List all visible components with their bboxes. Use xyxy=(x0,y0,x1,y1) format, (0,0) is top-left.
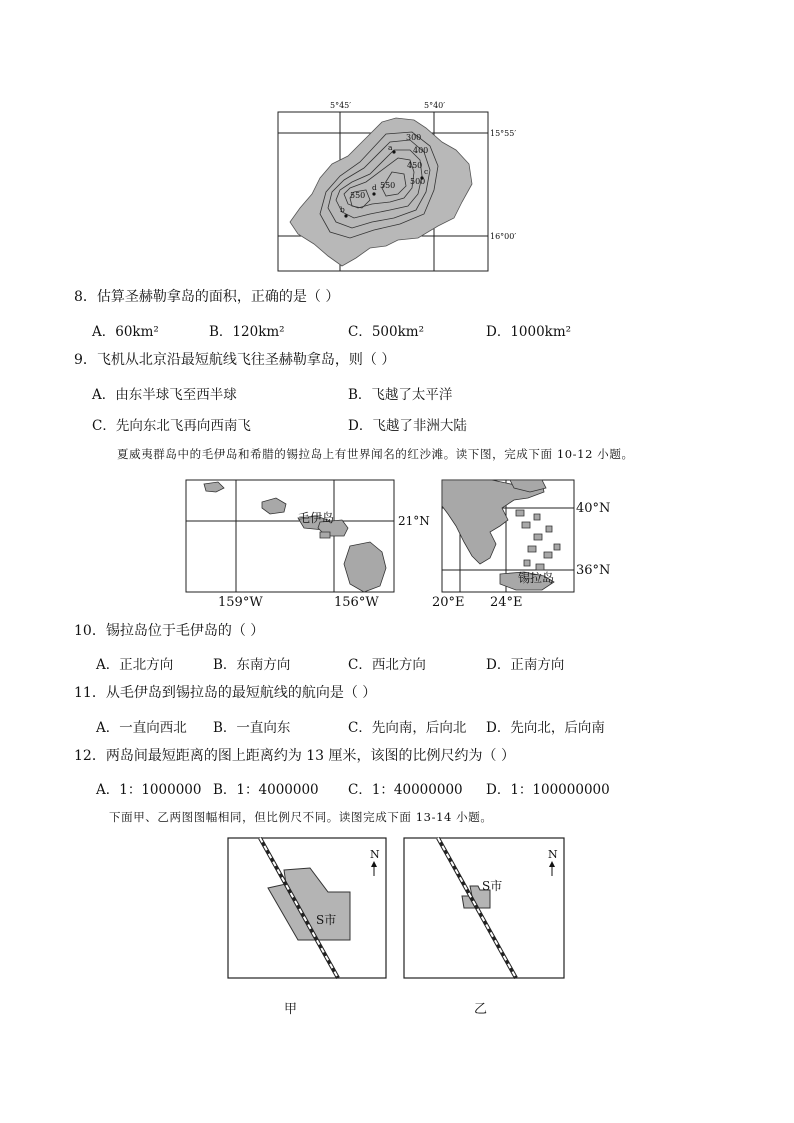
q11-option-c: C．先向南，后向北 xyxy=(348,720,467,736)
intro-10-12: 夏威夷群岛中的毛伊岛和希腊的锡拉岛上有世界闻名的红沙滩。读下图，完成下面 10-12 小题。 xyxy=(117,447,634,461)
q9-option-d: D．飞越了非洲大陆 xyxy=(348,418,467,434)
q9-option-c: C．先向东北飞再向西南飞 xyxy=(92,418,251,434)
lat-40n: 40°N xyxy=(576,501,611,516)
q11-option-d: D．先向北，后向南 xyxy=(486,720,605,736)
point-c: c xyxy=(424,167,429,176)
lat-36n: 36°N xyxy=(576,563,611,578)
q11-option-a: A．一直向西北 xyxy=(96,720,187,736)
santorini-map xyxy=(430,478,616,610)
st-helena-contour-map xyxy=(274,98,524,274)
contour-500: 500 xyxy=(410,177,426,186)
q8-option-d: D．1000km² xyxy=(486,324,572,340)
map-jia xyxy=(226,836,390,982)
q8-option-b: B．120km² xyxy=(209,324,285,340)
map-yi xyxy=(402,836,568,982)
intro-13-14: 下面甲、乙两图图幅相同，但比例尺不同。读图完成下面 13-14 小题。 xyxy=(109,810,493,824)
question-9-stem: 9．飞机从北京沿最短航线飞往圣赫勒拿岛，则（ ） xyxy=(74,352,396,368)
question-10-stem: 10．锡拉岛位于毛伊岛的（ ） xyxy=(74,623,265,639)
lat-label-1: 15°55′ xyxy=(490,129,517,138)
island-shape xyxy=(290,118,472,266)
lon-20e: 20°E xyxy=(432,595,465,610)
s-city-label-jia: S市 xyxy=(316,913,337,927)
question-11-stem: 11．从毛伊岛到锡拉岛的最短航线的航向是（ ） xyxy=(74,685,377,701)
lon-156w: 156°W xyxy=(334,595,379,610)
q11-option-b: B．一直向东 xyxy=(213,720,291,736)
lon-label-2: 5°40′ xyxy=(424,101,446,110)
north-label-yi: N xyxy=(548,848,558,861)
point-a: a xyxy=(388,143,393,152)
lon-label-1: 5°45′ xyxy=(330,101,352,110)
contour-300: 300 xyxy=(406,133,422,142)
maui-label: 毛伊岛 xyxy=(298,511,335,525)
s-city-label-yi: S市 xyxy=(482,879,503,893)
q12-option-a: A．1：1000000 xyxy=(96,782,202,798)
q10-option-a: A．正北方向 xyxy=(96,657,174,673)
caption-yi: 乙 xyxy=(474,1002,488,1017)
contour-400: 400 xyxy=(413,146,429,155)
lat-21n: 21°N xyxy=(398,514,430,528)
contour-550-right: 550 xyxy=(380,181,396,190)
maui-map xyxy=(184,478,430,610)
q10-option-d: D．正南方向 xyxy=(486,657,565,673)
q10-option-b: B．东南方向 xyxy=(213,657,291,673)
point-d: d xyxy=(372,183,377,192)
q9-option-a: A．由东半球飞至西半球 xyxy=(92,387,237,403)
lat-label-2: 16°00′ xyxy=(490,232,517,241)
q12-option-c: C．1：40000000 xyxy=(348,782,463,798)
q12-option-d: D．1：100000000 xyxy=(486,782,610,798)
q12-option-b: B．1：4000000 xyxy=(213,782,319,798)
santorini-label: 锡拉岛 xyxy=(518,571,555,585)
point-b: b xyxy=(340,205,345,214)
q9-option-b: B．飞越了太平洋 xyxy=(348,387,453,403)
question-12-stem: 12．两岛间最短距离的图上距离约为 13 厘米，该图的比例尺约为（ ） xyxy=(74,748,515,764)
lon-24e: 24°E xyxy=(490,595,523,610)
q8-option-c: C．500km² xyxy=(348,324,424,340)
lon-159w: 159°W xyxy=(218,595,263,610)
contour-450: 450 xyxy=(407,161,423,170)
q8-option-a: A．60km² xyxy=(92,324,159,340)
question-8-stem: 8．估算圣赫勒拿岛的面积，正确的是（ ） xyxy=(74,289,340,305)
caption-jia: 甲 xyxy=(284,1002,298,1017)
q10-option-c: C．西北方向 xyxy=(348,657,426,673)
contour-550-left: 550 xyxy=(350,191,366,200)
north-label-jia: N xyxy=(370,848,380,861)
